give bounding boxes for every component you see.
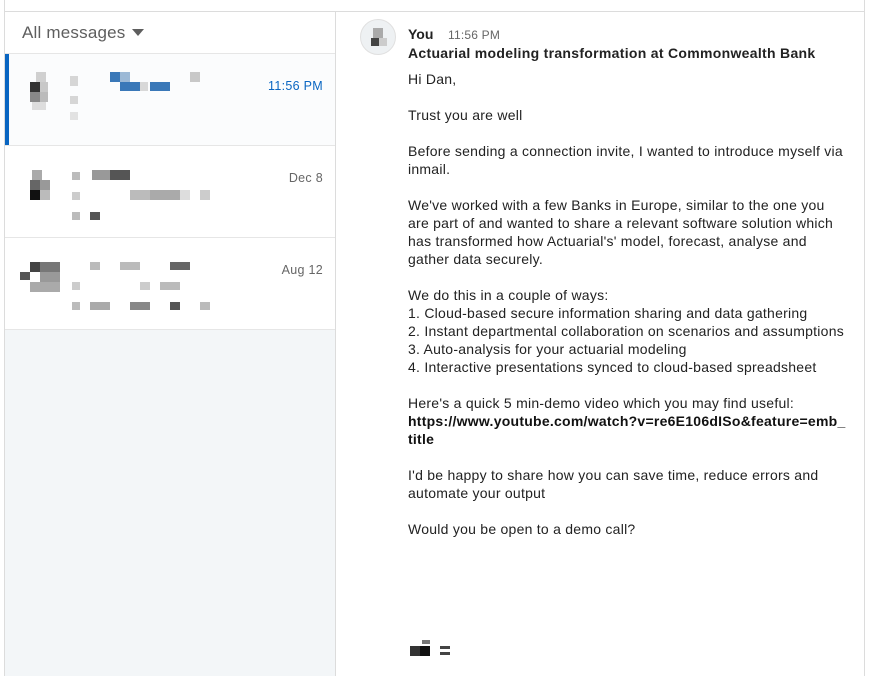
conversation-item-3[interactable] (5, 238, 335, 330)
paragraph-2: Before sending a connection invite, I wanted to introduce myself via inmail. (408, 143, 843, 177)
redacted-signature (408, 640, 456, 664)
ways-intro: We do this in a couple of ways: (408, 287, 609, 303)
sender-name[interactable]: You (408, 26, 434, 42)
way-item-1: 1. Cloud-based secure information sharing and data gathering (408, 305, 808, 321)
paragraph-video (408, 394, 848, 448)
conversation-time: 11:56 PM (268, 79, 323, 93)
caret-down-icon (132, 29, 144, 36)
paragraph-ways (408, 286, 848, 376)
greeting: Hi Dan, (408, 71, 457, 87)
redacted-text (68, 260, 238, 320)
redacted-avatar (20, 260, 60, 294)
way-item-4: 4. Interactive presentations synced to cloud-based spreadsheet (408, 359, 817, 375)
conversation-time: Dec 8 (288, 171, 323, 185)
message-filter-dropdown[interactable] (5, 12, 335, 54)
active-indicator (5, 54, 9, 145)
way-item-3: 3. Auto-analysis for your actuarial modeling (408, 341, 687, 357)
sender-avatar[interactable] (360, 19, 396, 55)
window-border-right (864, 0, 865, 676)
paragraph-1: Trust you are well (408, 107, 523, 123)
filter-label: All messages (22, 23, 126, 42)
video-intro: Here's a quick 5 min-demo video which you may find useful: (408, 395, 795, 411)
way-item-2: 2. Instant departmental collaboration on scenarios and assumptions (408, 323, 844, 339)
message-thread (336, 12, 864, 676)
demo-video-link[interactable]: https://www.youtube.com/watch?v=re6E106dISo&feature=emb_title (408, 413, 846, 447)
paragraph-7: Would you be open to a demo call? (408, 521, 636, 537)
message-subject: Actuarial modeling transformation at Commonwealth Bank (408, 45, 816, 61)
conversation-list (5, 12, 335, 676)
message-body (408, 70, 848, 556)
redacted-avatar (28, 72, 52, 112)
conversation-time: Aug 12 (281, 263, 323, 277)
paragraph-3: We've worked with a few Banks in Europe, similar to the one you are part of and wanted to share a relevant software solution which has transformed how Actuarial's' model, forecast, analyse and gather data securely. (408, 197, 834, 267)
message-timestamp: 11:56 PM (448, 28, 501, 42)
conversation-item-1[interactable] (5, 54, 335, 146)
redacted-text (68, 160, 218, 224)
redacted-avatar (28, 170, 52, 204)
paragraph-6: I'd be happy to share how you can save time, reduce errors and automate your output (408, 467, 819, 501)
conversation-item-2[interactable] (5, 146, 335, 238)
redacted-text (68, 68, 208, 118)
